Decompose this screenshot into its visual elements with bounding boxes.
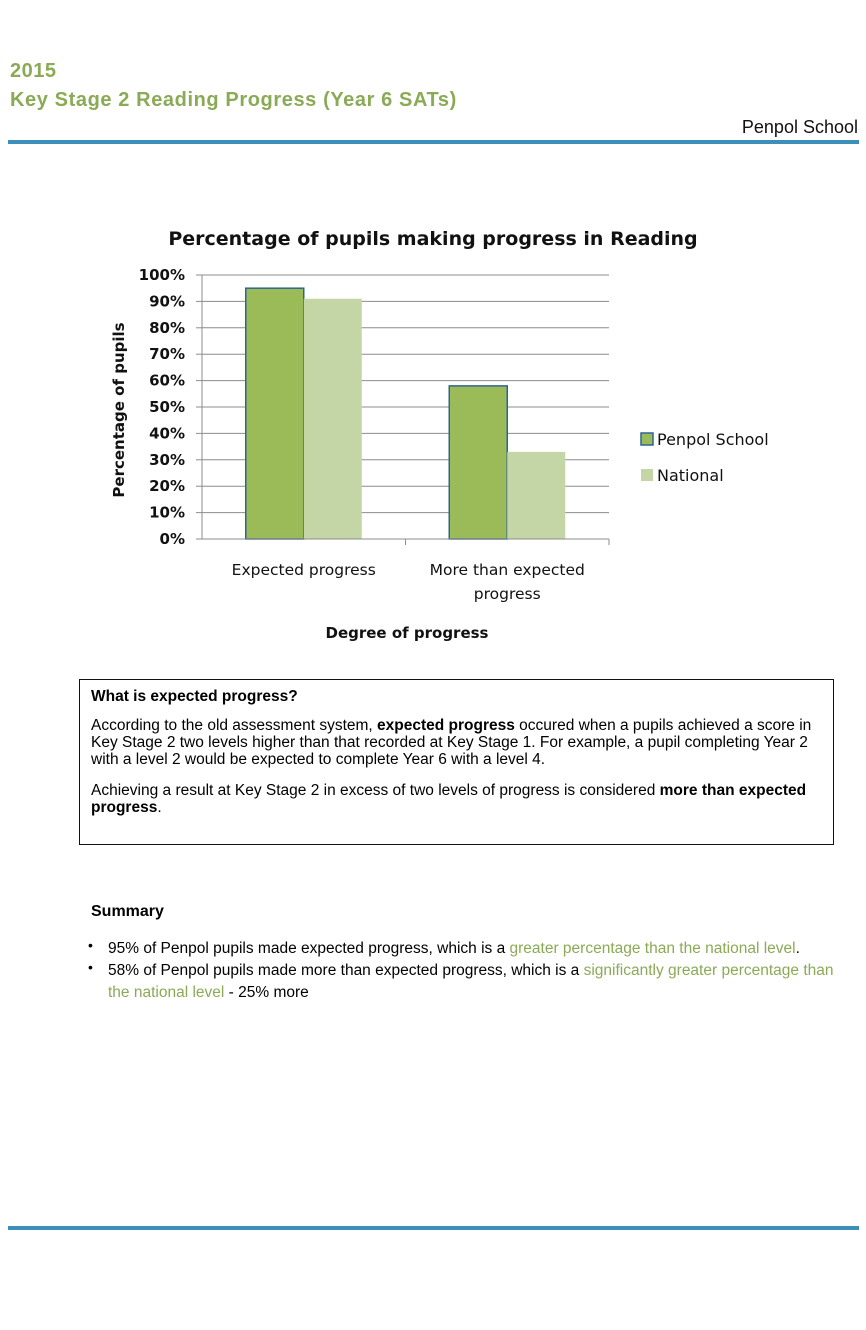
expected-progress-info-box — [79, 679, 834, 845]
summary-heading: Summary — [91, 903, 164, 920]
legend-label: Penpol School — [657, 430, 769, 449]
legend-swatch — [641, 433, 653, 445]
header-divider — [8, 140, 859, 144]
y-tick-label: 60% — [149, 371, 185, 390]
bullet-icon: • — [88, 959, 93, 975]
y-tick-label: 90% — [149, 292, 185, 311]
legend-swatch — [641, 469, 653, 481]
bar — [304, 299, 362, 539]
report-year: 2015 — [10, 60, 57, 82]
y-tick-label: 0% — [159, 530, 185, 548]
summary-highlight: greater percentage than the national level — [509, 940, 796, 957]
y-tick-label: 30% — [149, 450, 185, 469]
info-paragraph-2: Achieving a result at Key Stage 2 in excess of two levels of progress is considered more than expected progress. — [91, 782, 807, 816]
legend-label: National — [657, 466, 724, 485]
summary-item: • 58% of Penpol pupils made more than expected progress, which is a significantly greater percentage than the national level - 25% more — [88, 960, 848, 1004]
school-name: Penpol School — [741, 117, 858, 137]
report-title: Key Stage 2 Reading Progress (Year 6 SATs) — [10, 89, 457, 111]
y-tick-label: 80% — [149, 318, 185, 337]
bar — [449, 386, 507, 539]
y-tick-label: 70% — [149, 345, 185, 364]
summary-item: • 95% of Penpol pupils made expected progress, which is a greater percentage than the national level. — [88, 938, 848, 960]
y-tick-label: 40% — [149, 424, 185, 443]
y-tick-label: 10% — [149, 503, 185, 522]
bar — [507, 452, 565, 539]
bullet-icon: • — [88, 937, 93, 953]
chart-title: Percentage of pupils making progress in Reading — [168, 228, 698, 250]
x-axis-label: Degree of progress — [325, 624, 489, 642]
progress-bar-chart — [0, 215, 866, 655]
x-tick-label: More than expected progress — [429, 561, 585, 603]
summary-list — [88, 938, 848, 1004]
summary-highlight: significantly greater percentage than the national level — [108, 962, 834, 1001]
info-heading: What is expected progress? — [91, 688, 298, 705]
y-tick-label: 50% — [149, 398, 185, 416]
y-tick-label: 100% — [138, 266, 185, 284]
y-axis-label: Percentage of pupils — [110, 322, 128, 498]
info-paragraph-1: According to the old assessment system, expected progress occured when a pupils achieved a score in Key Stage 2 two levels higher than that recorded at Key Stage 1. For example, a pupil completing Year 2 with a level 2 would be expected to complete Year 6 with a level 4. — [91, 717, 812, 768]
footer-divider — [8, 1226, 859, 1230]
y-tick-label: 20% — [149, 477, 185, 496]
bar — [246, 288, 304, 539]
x-tick-label: Expected progress — [231, 561, 376, 579]
